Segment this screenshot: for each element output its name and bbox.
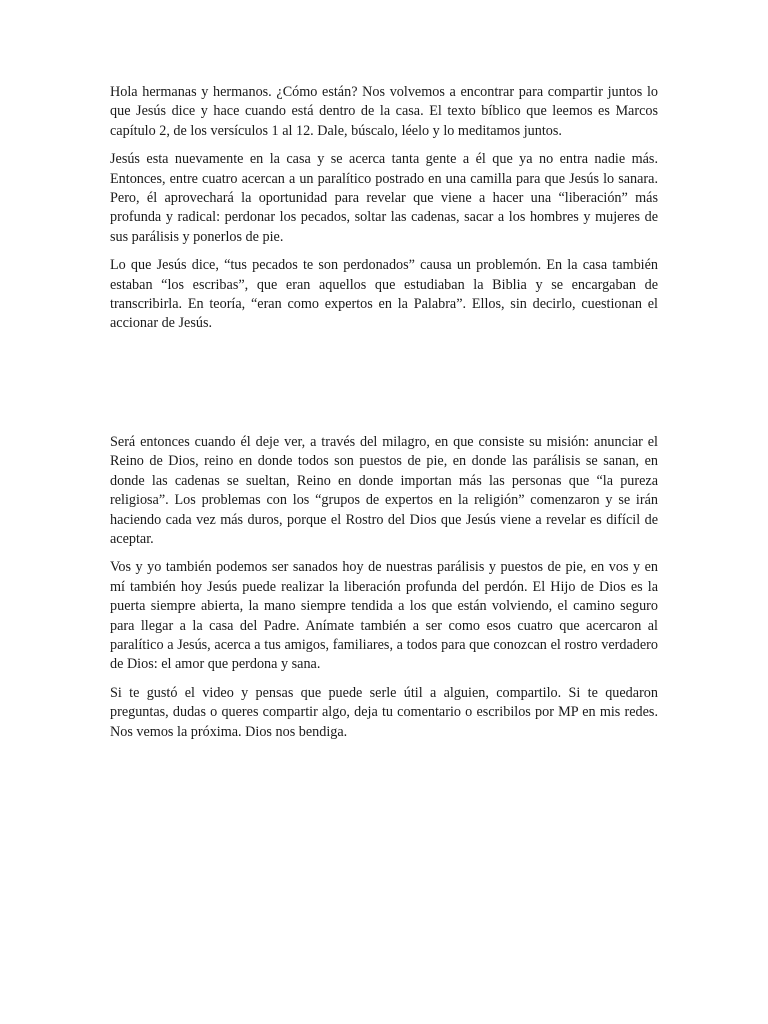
paragraph-scribes: Lo que Jesús dice, “tus pecados te son perdonados” causa un problemón. En la casa también estaban “los escribas”, que eran aquellos que estudiaban la Biblia y se encargaban de transcribirla. En teoría, “eran como expertos en la Palabra”. Ellos, sin decirlo, cuestionan el accionar de Jesús. bbox=[110, 257, 658, 332]
text-block-top bbox=[110, 83, 658, 343]
text-block-bottom bbox=[110, 433, 658, 751]
paragraph-greeting: Hola hermanas y hermanos. ¿Cómo están? Nos volvemos a encontrar para compartir juntos lo que Jesús dice y hace cuando está dentro de la casa. El texto bíblico que leemos es Marcos capítulo 2, de los versículos 1 al 12. Dale, búscalo, léelo y lo meditamos juntos. bbox=[110, 84, 658, 139]
paragraph-mission: Será entonces cuando él deje ver, a través del milagro, en que consiste su misión: anunciar el Reino de Dios, reino en donde todos son puestos de pie, en donde las parálisis se sanan, en donde las cadenas se sueltan, Reino en donde importan más las personas que “la pureza religiosa”. Los problemas con los “grupos de expertos en la religión” comenzaron y se irán haciendo cada vez más duros, porque el Rostro del Dios que Jesús viene a revelar es difícil de aceptar. bbox=[110, 434, 658, 548]
paragraph-jesus-house: Jesús esta nuevamente en la casa y se acerca tanta gente a él que ya no entra nadie más. Entonces, entre cuatro acercan a un paralítico postrado en una camilla para que Jesús lo sanara. Pero, él aprovechará la oportunidad para revelar que viene a hacer una “liberación” más profunda y radical: perdonar los pecados, soltar las cadenas, sacar a los hombres y mujeres de sus parálisis y ponerlos de pie. bbox=[110, 151, 658, 245]
paragraph-healing: Vos y yo también podemos ser sanados hoy de nuestras parálisis y puestos de pie, en vos y en mí también hoy Jesús puede realizar la liberación profunda del perdón. El Hijo de Dios es la puerta siempre abierta, la mano siempre tendida a los que están volviendo, el camino seguro para llegar a la casa del Padre. Anímate también a ser como esos cuatro que acercaron al paralítico a Jesús, acerca a tus amigos, familiares, a todos para que conozcan el rostro verdadero de Dios: el amor que perdona y sana. bbox=[110, 559, 658, 673]
paragraph-closing: Si te gustó el video y pensas que puede serle útil a alguien, compartilo. Si te quedaron preguntas, dudas o queres compartir algo, deja tu comentario o escribilos por MP en mis redes. Nos vemos la próxima. Dios nos bendiga. bbox=[110, 684, 658, 740]
